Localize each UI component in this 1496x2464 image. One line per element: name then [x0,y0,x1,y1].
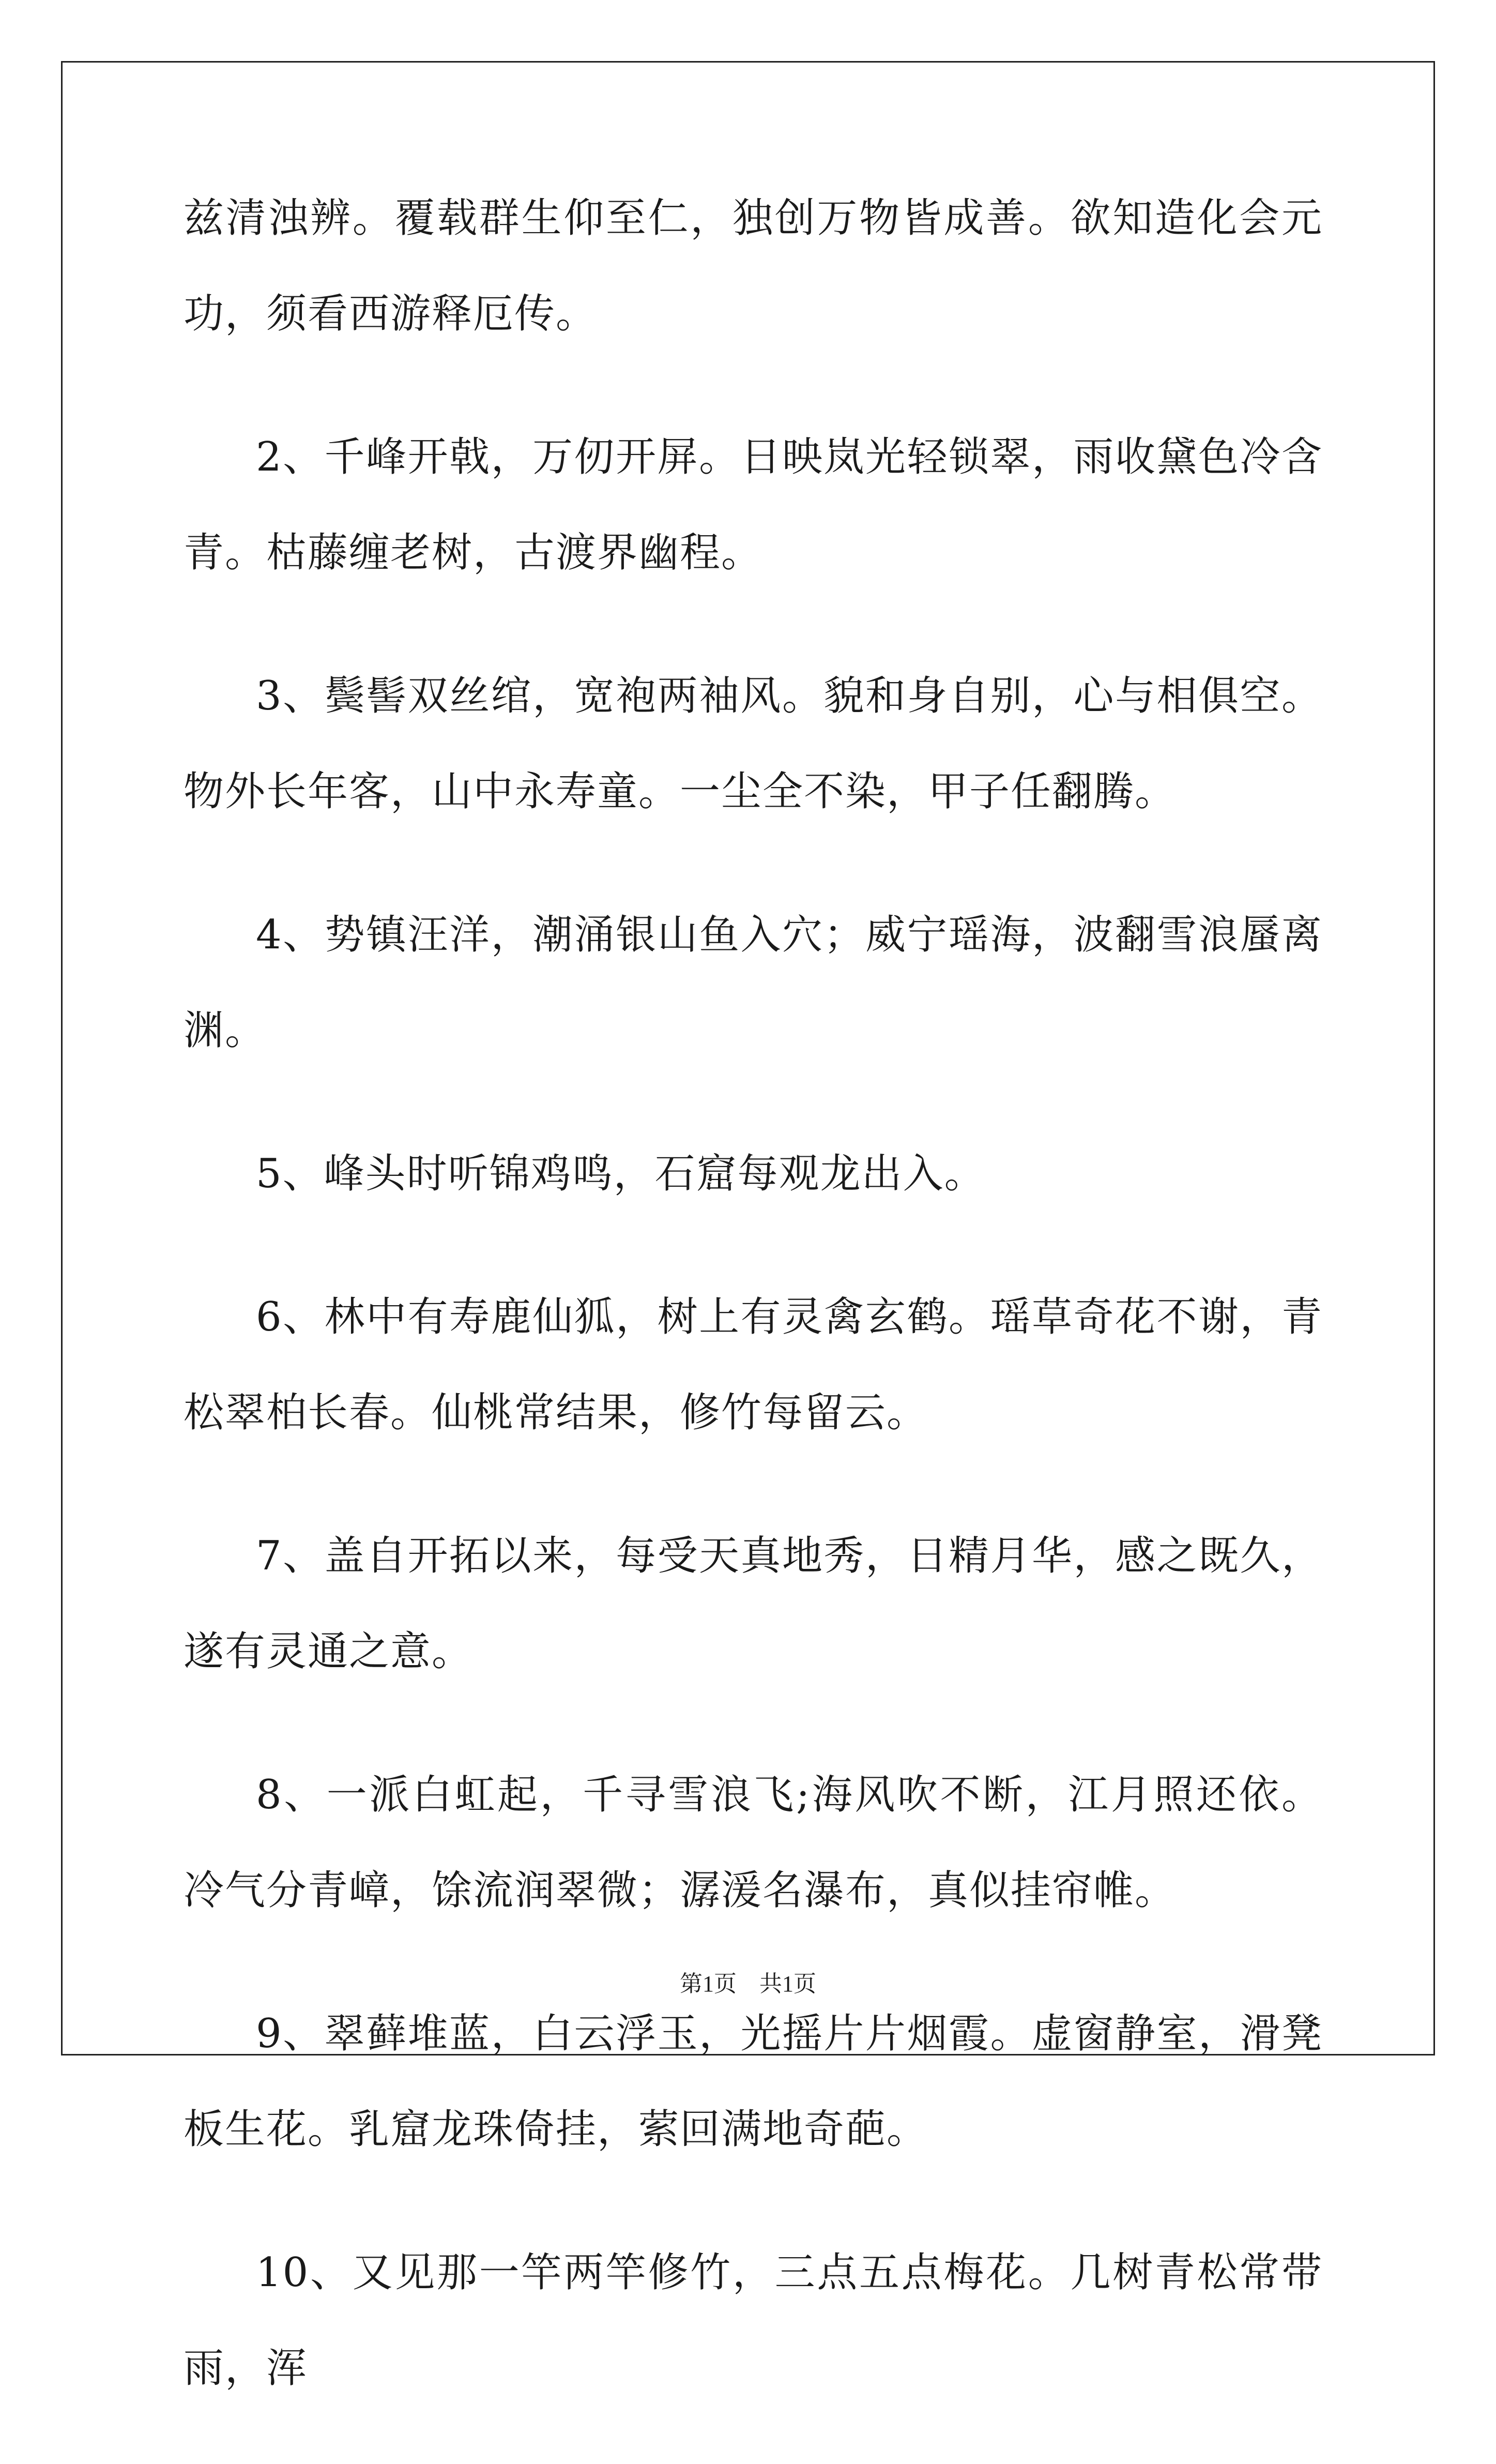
paragraph-7: 7、盖自开拓以来，每受天真地秀，日精月华，感之既久，遂有灵通之意。 [184,1533,1323,1675]
paragraph-2: 2、千峰开戟，万仞开屏。日映岚光轻锁翠，雨收黛色冷含青。枯藤缠老树，古渡界幽程。 [184,434,1323,576]
paragraph-3: 3、鬓髻双丝绾，宽袍两袖风。貌和身自别，心与相俱空。物外长年客，山中永寿童。一尘全不染，甲子任翻腾。 [184,673,1323,815]
paragraph-6: 6、林中有寿鹿仙狐，树上有灵禽玄鹤。瑶草奇花不谢，青松翠柏长春。仙桃常结果，修竹每留云。 [184,1294,1323,1436]
paragraph-9: 9、翠藓堆蓝，白云浮玉，光摇片片烟霞。虚窗静室，滑凳板生花。乳窟龙珠倚挂，萦回满地奇葩。 [184,2010,1323,2153]
paragraph-4: 4、势镇汪洋，潮涌银山鱼入穴；威宁瑶海，波翻雪浪蜃离渊。 [184,912,1323,1054]
paragraph-10: 10、又见那一竿两竿修竹，三点五点梅花。几树青松常带雨，浑 [184,2249,1323,2392]
paragraph-8: 8、一派白虹起，千寻雪浪飞;海风吹不断，江月照还依。冷气分青嶂，馀流润翠微；潺湲名瀑布，真似挂帘帷。 [184,1772,1323,1914]
page-footer: 第1页 共1页 [680,1971,816,1997]
paragraph-5: 5、峰头时听锦鸡鸣，石窟每观龙出入。 [256,1151,986,1197]
document-body [184,171,1323,2464]
paragraph-1: 兹清浊辨。覆载群生仰至仁，独创万物皆成善。欲知造化会元功，须看西游释厄传。 [184,195,1323,337]
